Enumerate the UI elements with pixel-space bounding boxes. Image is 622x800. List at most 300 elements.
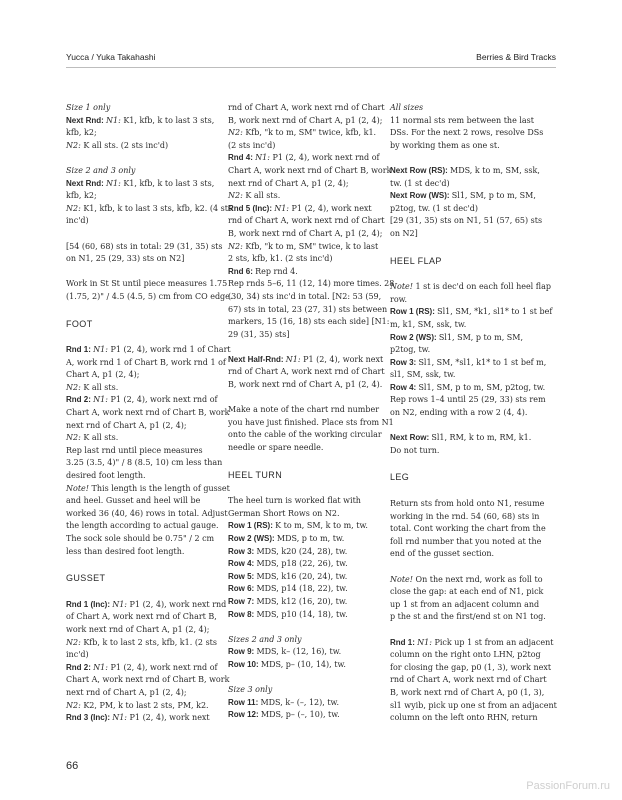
body-text: end of the gusset section.	[390, 549, 495, 559]
body-text: The sock sole should be 0.75" / 2 cm	[66, 534, 215, 543]
italic-text: N1:	[112, 599, 130, 609]
text-line	[390, 432, 538, 445]
text-line	[390, 115, 538, 128]
body-text: Chart A, p1 (2, 4);	[66, 370, 140, 380]
text-line	[228, 241, 379, 254]
text-line	[228, 404, 380, 417]
text-line	[390, 536, 542, 549]
body-text: working in the rnd. 54 (60, 68) sts in	[390, 511, 540, 521]
body-text: B, work next rnd of Chart A, p1 (2, 4);	[228, 228, 383, 238]
body-text: MDS, p– (–, 10), tw.	[260, 710, 340, 720]
paragraph	[390, 165, 543, 241]
paragraph	[66, 278, 233, 303]
text-line	[66, 115, 214, 128]
text-line	[390, 190, 538, 203]
text-line	[66, 611, 217, 624]
body-text: of Chart A, work next rnd of Chart B,	[66, 612, 217, 622]
text-line	[228, 684, 376, 697]
row-label: Row 4:	[228, 559, 257, 569]
body-text: Chart A, work next rnd of Chart B, work	[66, 675, 230, 685]
italic-text: N2:	[66, 203, 84, 213]
body-text: you have just finished. Place sts from N1	[228, 417, 394, 427]
body-text: K all sts.	[83, 433, 119, 443]
text-line	[390, 281, 552, 294]
text-line	[390, 586, 544, 599]
body-text: Kfb, k to last 2 sts, kfb, k1. (2 sts	[83, 637, 217, 647]
text-line	[66, 215, 214, 228]
body-text: inc'd)	[66, 216, 89, 226]
italic-text: Note!	[390, 574, 416, 584]
row-label: Row 9:	[228, 647, 257, 657]
body-text: K all sts.	[245, 191, 281, 201]
italic-text: N2:	[66, 140, 84, 150]
body-text: (2 sts inc'd)	[228, 140, 276, 150]
body-text: MDS, k– (–, 12), tw.	[260, 697, 339, 707]
text-line	[390, 712, 538, 725]
body-text: column on the left onto RHN, return	[390, 713, 538, 723]
body-text: 29 (31, 35) sts]	[228, 329, 290, 339]
italic-text: N1:	[106, 115, 124, 125]
row-label: Next Row (RS):	[390, 165, 450, 175]
body-text: The heel turn is worked flat with	[228, 496, 361, 506]
body-text: worked 36 (40, 46) rows in total. Adjust	[66, 508, 228, 518]
body-text: on N2]	[390, 228, 418, 238]
body-text: rnd of Chart A, work next rnd of Chart	[228, 103, 385, 112]
italic-text: N1:	[285, 354, 304, 364]
body-text: foll rnd number that you noted at the	[390, 536, 542, 546]
row-label: Row 1 (RS):	[228, 521, 276, 531]
text-line	[228, 140, 376, 153]
body-text: B, work next rnd of Chart A, p1 (2, 4);	[228, 115, 383, 125]
body-text: MDS, k12 (16, 20), tw.	[256, 596, 348, 606]
row-label: Next Rnd:	[66, 178, 106, 188]
body-text: 67) sts in total, 23 (27, 31) sts between	[228, 304, 388, 314]
body-text: on N1, 25 (29, 33) sts on N2]	[66, 254, 185, 264]
body-text: MDS, k to m, SM, ssk,	[450, 165, 540, 175]
text-line	[66, 369, 214, 382]
text-line	[228, 165, 392, 178]
body-text: sl1, SM, ssk, tw.	[390, 370, 456, 380]
body-text: [29 (31, 35) sts on N1, 51 (57, 65) sts	[390, 216, 543, 226]
paragraph	[66, 165, 233, 228]
text-line	[66, 470, 214, 483]
italic-text: Sizes 2 and 3 only	[228, 634, 302, 644]
body-text: less than desired foot length.	[66, 546, 185, 556]
body-text: Chart A, work next rnd of Chart B, work	[66, 408, 230, 418]
body-text: rnd of Chart A, work next rnd of Chart	[390, 675, 547, 685]
text-line	[66, 432, 214, 445]
text-line	[390, 407, 538, 420]
row-label: Next Row (WS):	[390, 191, 452, 201]
text-line	[390, 215, 543, 228]
text-line	[66, 687, 214, 700]
body-text: MDS, k20 (24, 28), tw.	[256, 546, 348, 556]
body-text: Make a note of the chart rnd number	[228, 405, 380, 415]
text-line	[390, 523, 546, 536]
text-line	[228, 571, 376, 584]
body-text: kfb, k2;	[66, 191, 97, 201]
paragraph	[390, 574, 546, 624]
row-label: Next Row:	[390, 433, 432, 443]
body-text: needle or spare needle.	[228, 443, 324, 453]
body-text: Kfb, "k to m, SM" twice, kfb, k1.	[245, 128, 377, 138]
body-text: 3.25 (3.5, 4)" / 8 (8.5, 10) cm less than	[66, 458, 223, 468]
text-line	[390, 574, 543, 587]
text-line	[66, 190, 214, 203]
body-text: Kfb, "k to m, SM" twice, k to last	[245, 241, 379, 251]
body-text: Rep rows 1–4 until 25 (29, 33) sts rem	[390, 395, 546, 405]
body-text: K all sts.	[83, 382, 119, 392]
body-text: the length according to actual gauge.	[66, 521, 219, 531]
text-line	[228, 659, 376, 672]
body-text: (1.75, 2)" / 4.5 (4.5, 5) cm from CO edge.	[66, 291, 233, 301]
body-text: rnd of Chart A, work next rnd of Chart	[228, 367, 385, 377]
row-label: Rnd 3 (Inc):	[66, 713, 113, 723]
body-text: p2tog, tw. (1 st dec'd)	[390, 203, 479, 213]
text-line	[228, 228, 383, 241]
body-text: K1, kfb, k to last 3 sts,	[123, 178, 215, 188]
body-text: P1 (2, 4), work next	[303, 354, 384, 364]
body-text: B, work next rnd of Chart A, p1 (2, 4).	[228, 380, 383, 390]
italic-text: N1:	[417, 637, 435, 647]
body-text: total. Cont working the chart from the	[390, 524, 546, 534]
text-line	[228, 127, 376, 140]
body-text: P1 (2, 4), work next rnd of	[110, 662, 218, 672]
body-text: Pick up 1 st from an adjacent	[434, 637, 554, 647]
row-label: Row 1 (RS):	[390, 307, 438, 317]
row-label: Row 3:	[390, 357, 419, 367]
body-text: kfb, k2;	[66, 128, 97, 138]
body-text: onto the cable of the working circular	[228, 430, 382, 440]
italic-text: Size 3 only	[228, 685, 273, 695]
text-line	[228, 215, 385, 228]
section-heading: HEEL FLAP	[390, 255, 442, 266]
body-text: P1 (2, 4), work next rnd of	[110, 395, 218, 405]
text-line	[390, 357, 547, 370]
text-line	[228, 203, 376, 216]
body-text: inc'd)	[66, 650, 89, 660]
text-line	[66, 241, 223, 254]
text-line	[390, 382, 546, 395]
body-text: A, work rnd 1 of Chart B, work rnd 1 of	[66, 357, 226, 367]
row-label: Rnd 4:	[228, 153, 256, 163]
row-label: Rnd 1:	[390, 637, 418, 647]
text-line	[66, 637, 217, 650]
text-line	[66, 712, 214, 725]
body-text: Do not turn.	[390, 445, 440, 455]
row-label: Row 6:	[228, 584, 257, 594]
text-line	[66, 599, 227, 612]
body-text: by working them as one st.	[390, 140, 500, 150]
body-text: column on the right onto LHN, p2tog	[390, 650, 541, 660]
row-label: Row 3:	[228, 546, 257, 556]
text-line	[66, 420, 214, 433]
running-header-title: Berries & Bird Tracks	[476, 52, 556, 62]
paragraph	[228, 634, 376, 672]
text-line	[228, 596, 376, 609]
text-line	[228, 115, 383, 128]
body-text: Sl1, SM, p to m, SM, p2tog, tw.	[418, 382, 546, 392]
text-line	[228, 152, 380, 165]
text-line	[228, 609, 376, 622]
row-label: Rnd 2:	[66, 662, 94, 672]
text-line	[228, 546, 376, 559]
text-line	[66, 278, 228, 291]
body-text: On the next rnd, work as foll to	[415, 574, 543, 584]
body-text: row.	[390, 294, 408, 304]
body-text: Work in St St until piece measures 1.75	[66, 279, 228, 289]
italic-text: Size 2 and 3 only	[66, 165, 136, 175]
paragraph	[390, 281, 553, 420]
paragraph	[390, 102, 544, 152]
text-line	[390, 344, 538, 357]
text-line	[228, 102, 385, 115]
body-text: next rnd of Chart A, p1 (2, 4);	[228, 178, 349, 188]
body-text: P1 (2, 4), work rnd 1 of Chart	[110, 345, 231, 355]
text-line	[390, 203, 538, 216]
row-label: Rnd 6:	[228, 266, 256, 276]
italic-text: Note!	[66, 483, 92, 493]
row-label: Row 4:	[390, 382, 419, 392]
text-line	[390, 369, 538, 382]
italic-text: N2:	[66, 382, 84, 392]
italic-text: N1:	[274, 203, 292, 213]
body-text: MDS, p14 (18, 22), tw.	[256, 584, 348, 594]
italic-text: All sizes	[390, 103, 424, 112]
text-line	[228, 429, 382, 442]
text-line	[66, 483, 230, 496]
body-text: Return sts from hold onto N1, resume	[390, 499, 545, 509]
body-text: [54 (60, 68) sts in total: 29 (31, 35) sts	[66, 241, 223, 251]
body-text: and heel. Gusset and heel will be	[66, 496, 201, 506]
paragraph	[390, 432, 538, 457]
text-line	[390, 228, 538, 241]
body-text: P1 (2, 4), work next	[129, 713, 210, 723]
italic-text: N1:	[106, 178, 124, 188]
italic-text: Note!	[390, 282, 416, 292]
row-label: Row 2 (WS):	[390, 332, 439, 342]
body-text: MDS, p18 (22, 26), tw.	[256, 559, 348, 569]
body-text: desired foot length.	[66, 471, 146, 481]
text-line	[228, 316, 390, 329]
body-text: MDS, p to m, tw.	[276, 534, 345, 543]
body-text: This length is the length of gusset	[91, 483, 230, 493]
body-text: K to m, SM, k to m, tw.	[275, 521, 368, 531]
text-line	[66, 649, 214, 662]
italic-text: Size 1 only	[66, 103, 111, 112]
text-line	[390, 140, 538, 153]
text-line	[66, 662, 218, 675]
text-line	[390, 294, 538, 307]
text-line	[228, 417, 394, 430]
text-line	[228, 354, 384, 367]
column-1	[66, 102, 233, 737]
paragraph	[228, 102, 395, 341]
text-line	[66, 382, 214, 395]
body-text: 11 normal sts rem between the last	[390, 115, 535, 125]
italic-text: N2:	[66, 433, 84, 443]
row-label: Row 8:	[228, 609, 257, 619]
row-label: Next Half-Rnd:	[228, 354, 286, 364]
body-text: Rep rnds 5–6, 11 (12, 14) more times. 28	[228, 279, 395, 289]
body-text: Sl1, SM, *sl1, k1* to 1 st bef m,	[418, 357, 547, 367]
body-text: MDS, p– (10, 14), tw.	[260, 659, 346, 669]
text-line	[66, 253, 214, 266]
body-text: Rep rnd 4.	[255, 266, 298, 276]
text-line	[66, 140, 214, 153]
row-label: Row 5:	[228, 571, 257, 581]
body-text: P1 (2, 4), work next	[291, 203, 372, 213]
text-line	[66, 624, 214, 637]
body-text: K1, kfb, k to last 3 sts, kfb, k2. (4 sts	[83, 203, 233, 213]
column-2	[228, 102, 395, 735]
row-label: Row 7:	[228, 596, 257, 606]
text-line	[228, 190, 376, 203]
paragraph	[228, 495, 376, 621]
text-line	[390, 102, 538, 115]
body-text: B, work next rnd of Chart A, p0 (1, 3),	[390, 687, 545, 697]
section-heading: HEEL TURN	[228, 469, 283, 480]
paragraph	[66, 344, 231, 558]
text-line	[228, 329, 376, 342]
watermark: PassionForum.ru	[526, 780, 610, 792]
body-text: P1 (2, 4), work next rnd of	[272, 153, 380, 163]
text-line	[390, 306, 553, 319]
text-line	[66, 394, 218, 407]
text-line	[66, 344, 231, 357]
body-text: on N2, ending with a row 2 (4, 4).	[390, 408, 528, 418]
row-label: Row 10:	[228, 659, 261, 669]
body-text: tw. (1 st dec'd)	[390, 178, 450, 188]
body-text: next rnd of Chart A, p1 (2, 4);	[66, 420, 187, 430]
paragraph	[228, 684, 376, 722]
row-label: Rnd 1:	[66, 345, 94, 355]
text-line	[228, 379, 383, 392]
italic-text: N2:	[228, 128, 246, 138]
text-line	[66, 546, 214, 559]
body-text: Chart A, work next rnd of Chart B, work	[228, 165, 392, 175]
text-line	[228, 291, 382, 304]
paragraph	[390, 498, 546, 561]
text-line	[390, 700, 557, 713]
text-line	[66, 520, 219, 533]
text-line	[66, 457, 223, 470]
row-label: Rnd 1 (Inc):	[66, 599, 113, 609]
row-label: Row 11:	[228, 697, 261, 707]
row-label: Row 12:	[228, 710, 261, 720]
text-line	[390, 649, 541, 662]
text-line	[228, 709, 376, 722]
text-line	[66, 533, 214, 546]
page-number: 66	[66, 760, 79, 772]
italic-text: N2:	[228, 241, 246, 251]
row-label: Rnd 2:	[66, 395, 94, 405]
text-line	[66, 178, 214, 191]
italic-text: N2:	[228, 191, 246, 201]
text-line	[390, 332, 538, 345]
body-text: 1 st is dec'd on each foll heel flap	[415, 282, 552, 292]
text-line	[66, 203, 233, 216]
text-line	[228, 178, 376, 191]
paragraph	[66, 599, 230, 725]
text-line	[228, 442, 376, 455]
text-line	[390, 611, 546, 624]
body-text: up 1 st from an adjacent column and	[390, 599, 540, 609]
body-text: German Short Rows on N2.	[228, 508, 340, 518]
text-line	[390, 319, 538, 332]
body-text: MDS, k16 (20, 24), tw.	[256, 571, 348, 581]
text-line	[228, 583, 376, 596]
text-line	[228, 266, 376, 279]
body-text: Sl1, RM, k to m, RM, k1.	[431, 433, 532, 443]
row-label: Rnd 5 (Inc):	[228, 203, 275, 213]
row-label: Next Rnd:	[66, 115, 106, 125]
paragraph	[66, 102, 214, 152]
text-line	[228, 520, 376, 533]
paragraph	[390, 637, 557, 725]
running-header-author: Yucca / Yuka Takahashi	[66, 52, 156, 62]
text-line	[390, 674, 547, 687]
italic-text: N1:	[93, 345, 111, 355]
text-line	[228, 634, 376, 647]
text-line	[228, 366, 385, 379]
italic-text: N1:	[93, 662, 111, 672]
body-text: sl1 wyib, pick up one st from an adjacent	[390, 700, 557, 710]
body-text: close the gap: at each end of N1, pick	[390, 587, 544, 597]
text-line	[228, 304, 388, 317]
body-text: for closing the gap, p0 (1, 3), work next	[390, 662, 552, 672]
text-line	[228, 646, 376, 659]
italic-text: N1:	[112, 713, 130, 723]
text-line	[228, 253, 376, 266]
text-line	[228, 697, 376, 710]
text-line	[228, 558, 376, 571]
body-text: markers, 15 (16, 18) sts each side] [N1:	[228, 317, 390, 327]
paragraph	[66, 241, 223, 266]
text-line	[390, 687, 545, 700]
section-heading: LEG	[390, 472, 410, 483]
text-line	[390, 599, 538, 612]
text-line	[390, 662, 552, 675]
row-label: Row 2 (WS):	[228, 534, 277, 543]
body-text: next rnd of Chart A, p1 (2, 4);	[66, 687, 187, 697]
text-line	[390, 165, 538, 178]
text-line	[66, 291, 233, 304]
text-line	[390, 178, 538, 191]
text-line	[390, 637, 554, 650]
text-line	[66, 445, 214, 458]
section-heading: FOOT	[66, 318, 93, 329]
body-text: 2 sts, kfb, k1. (2 sts inc'd)	[228, 254, 333, 264]
body-text: MDS, p10 (14, 18), tw.	[256, 609, 348, 619]
text-line	[390, 548, 538, 561]
paragraph	[228, 404, 394, 454]
italic-text: N1:	[93, 395, 111, 405]
text-line	[66, 102, 214, 115]
body-text: m, k1, SM, ssk, tw.	[390, 319, 467, 329]
italic-text: N2:	[66, 637, 84, 647]
body-text: work next rnd of Chart A, p1 (2, 4);	[66, 624, 210, 634]
body-text: MDS, k– (12, 16), tw.	[256, 647, 342, 657]
text-line	[66, 508, 228, 521]
text-line	[66, 407, 230, 420]
text-line	[390, 127, 544, 140]
section-heading: GUSSET	[66, 573, 106, 584]
header-rule	[66, 67, 556, 68]
body-text: (30, 34) sts inc'd in total. [N2: 53 (59,	[228, 291, 382, 301]
text-line	[390, 498, 545, 511]
italic-text: N2:	[66, 700, 84, 710]
